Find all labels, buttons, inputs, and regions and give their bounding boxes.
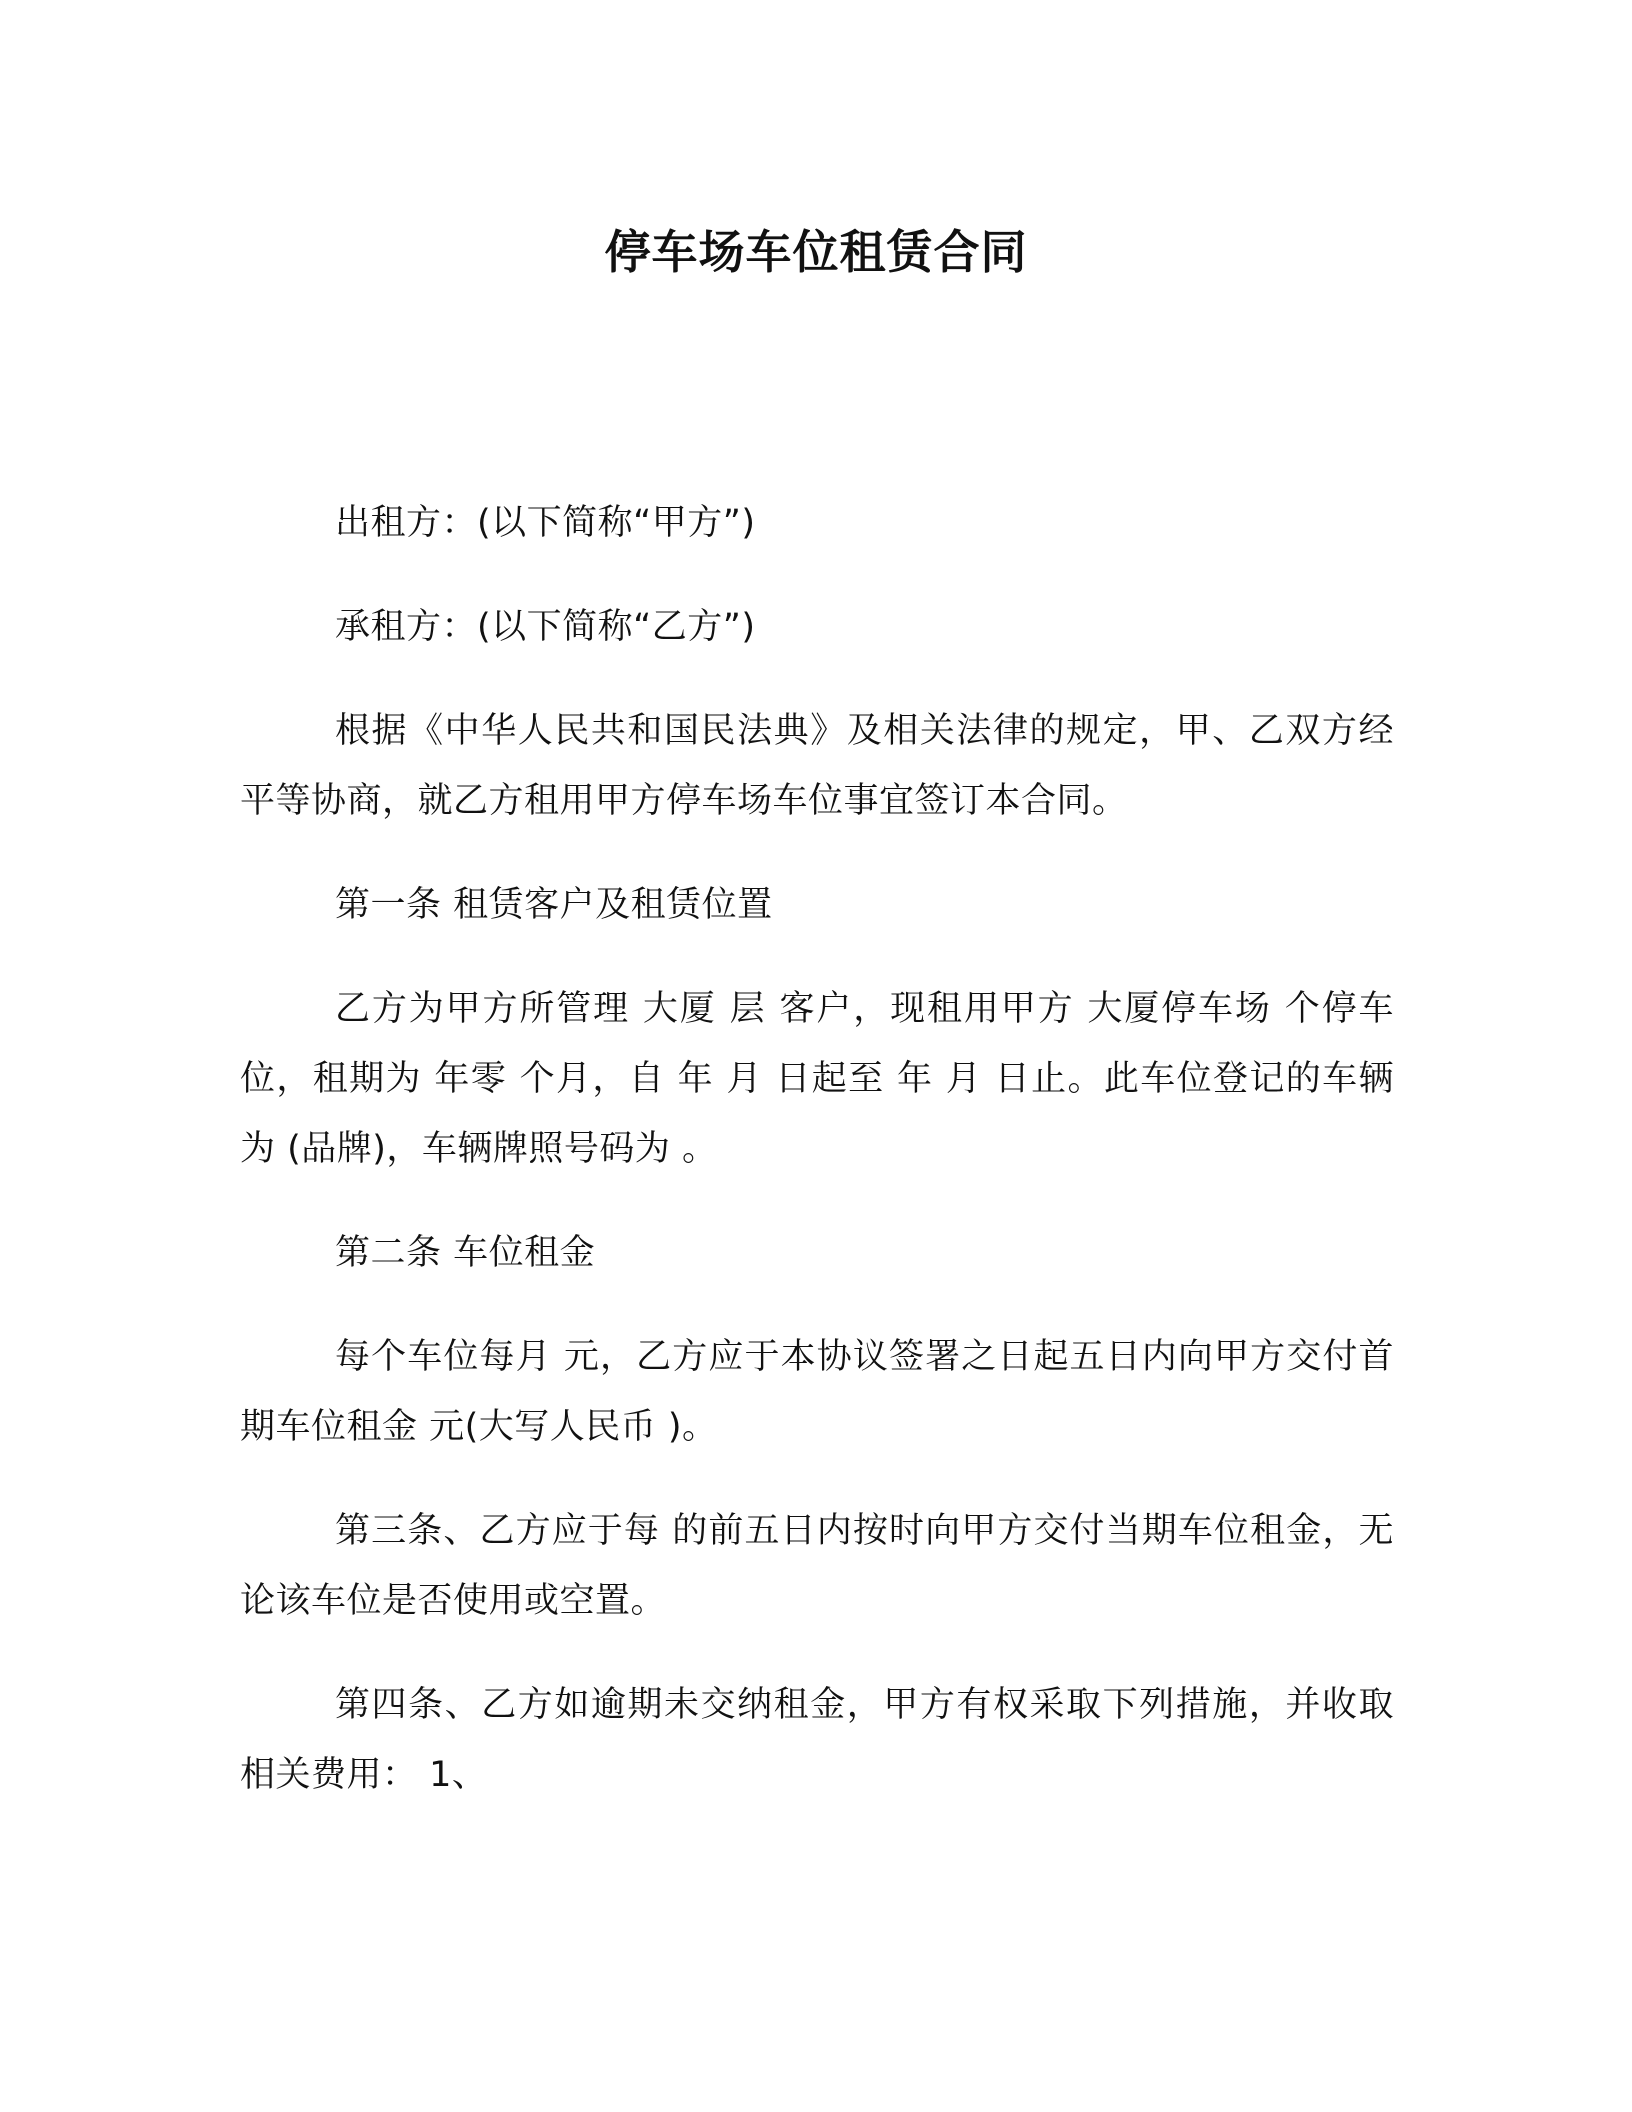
heading-article-2: 第二条 车位租金 — [335, 1233, 596, 1273]
paragraph-preamble: 根据《中华人民共和国民法典》及相关法律的规定，甲、乙双方经平等协商，就乙方租用甲方停车场车位事宜签订本合同。 — [240, 711, 1394, 821]
paragraph-article-4: 第四条、乙方如逾期未交纳租金，甲方有权采取下列措施，并收取相关费用： 1、 — [240, 1685, 1394, 1795]
document-body — [240, 488, 1394, 1844]
document-title: 停车场车位租赁合同 — [604, 225, 1028, 279]
paragraph-article-2: 每个车位每月 元，乙方应于本协议签署之日起五日内向甲方交付首期车位租金 元(大写人民币 )。 — [240, 1337, 1394, 1447]
paragraph-lessee: 承租方：(以下简称“乙方”) — [335, 607, 756, 647]
heading-article-1: 第一条 租赁客户及租赁位置 — [335, 885, 773, 925]
paragraph-article-3: 第三条、乙方应于每 的前五日内按时向甲方交付当期车位租金，无论该车位是否使用或空置。 — [240, 1511, 1394, 1621]
paragraph-article-1: 乙方为甲方所管理 大厦 层 客户，现租用甲方 大厦停车场 个停车位，租期为 年零 个月，自 年 月 日起至 年 月 日止。此车位登记的车辆为 (品牌)，车辆牌照号码为 。 — [240, 989, 1394, 1169]
paragraph-lessor: 出租方：(以下简称“甲方”) — [335, 503, 756, 543]
